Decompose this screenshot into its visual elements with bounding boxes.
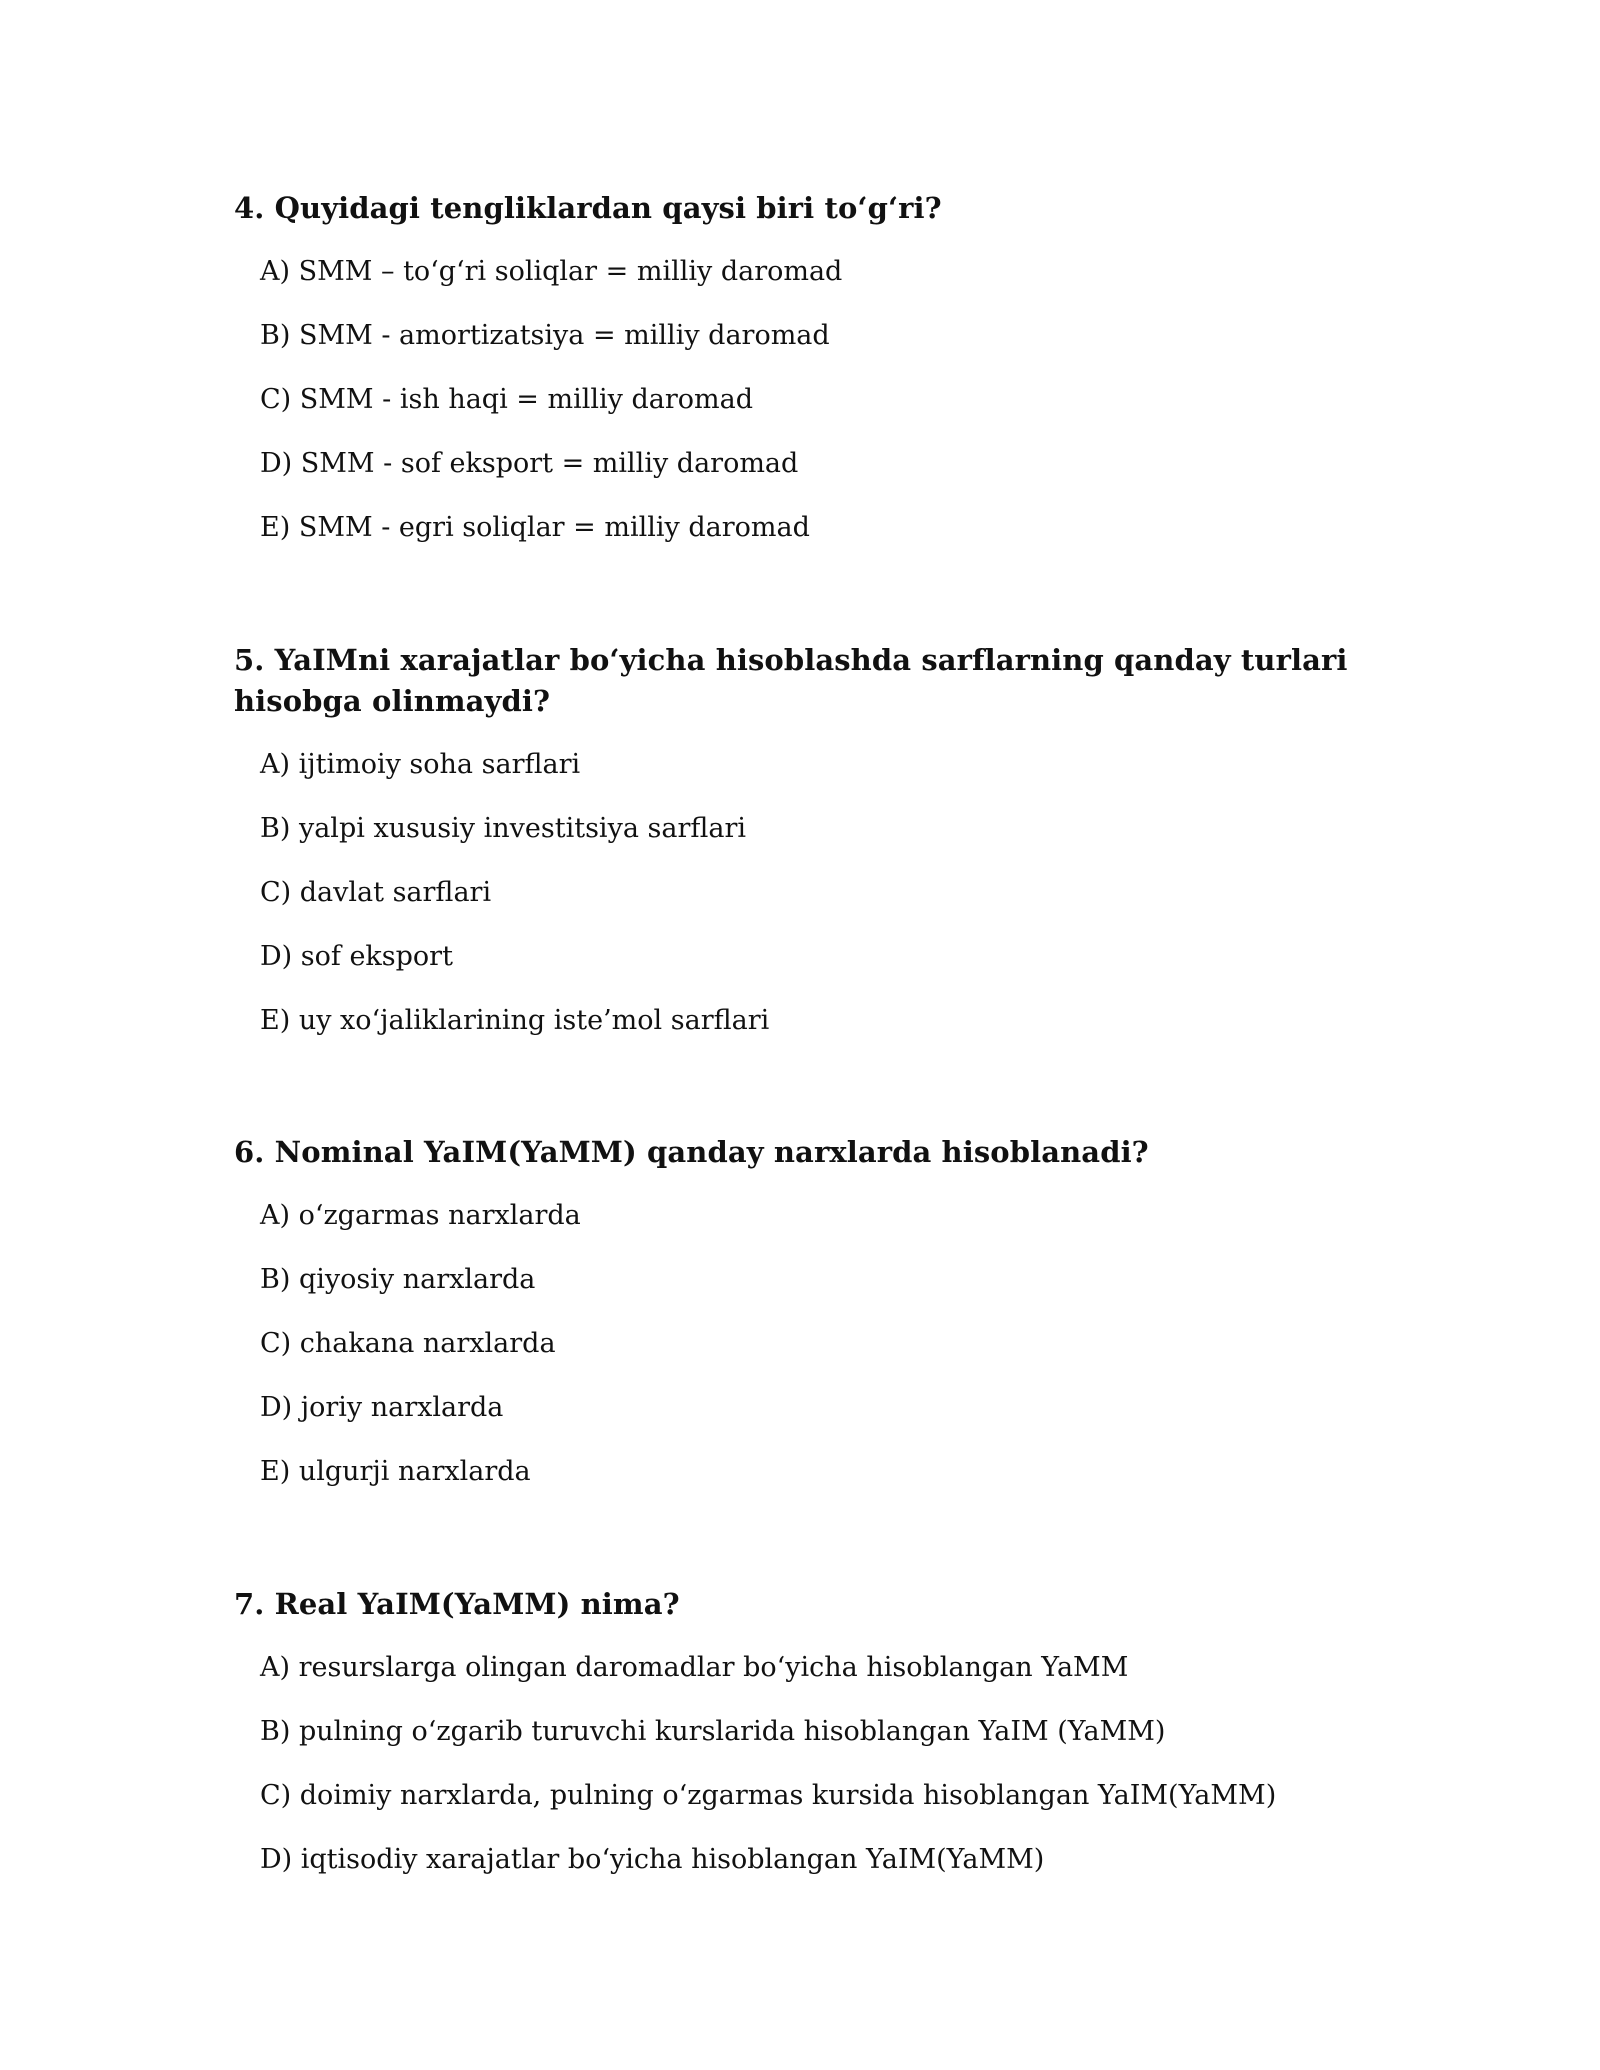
answer-option-c: C) doimiy narxlarda, pulning o‘zgarmas kursida hisoblangan YaIM(YaMM) — [260, 1780, 1277, 1811]
answer-option-e: E) SMM - egri soliqlar = milliy daromad — [260, 512, 810, 543]
question-title: 6. Nominal YaIM(YaMM) qanday narxlarda hisoblanadi? — [234, 1135, 1149, 1169]
answer-option-c: C) davlat sarflari — [260, 877, 492, 908]
answer-options — [234, 252, 1364, 548]
question-5 — [234, 640, 1364, 1065]
answer-option-b: B) qiyosiy narxlarda — [260, 1264, 536, 1295]
answer-option-a: A) SMM – to‘g‘ri soliqlar = milliy daromad — [260, 256, 843, 287]
answer-option-d: D) sof eksport — [260, 941, 453, 972]
question-title: 7. Real YaIM(YaMM) nima? — [234, 1587, 680, 1621]
answer-option-d: D) iqtisodiy xarajatlar bo‘yicha hisoblangan YaIM(YaMM) — [260, 1844, 1045, 1875]
question-4 — [234, 188, 1364, 572]
answer-option-c: C) chakana narxlarda — [260, 1328, 556, 1359]
answer-option-a: A) ijtimoiy soha sarflari — [260, 749, 581, 780]
question-title: 5. YaIMni xarajatlar bo‘yicha hisoblashda sarflarning qanday turlari hisobga olinmaydi? — [234, 643, 1348, 718]
answer-option-e: E) ulgurji narxlarda — [260, 1456, 531, 1487]
question-6 — [234, 1132, 1364, 1516]
question-7 — [234, 1584, 1364, 1904]
answer-option-a: A) o‘zgarmas narxlarda — [260, 1200, 581, 1231]
answer-option-c: C) SMM - ish haqi = milliy daromad — [260, 384, 754, 415]
answer-option-b: B) pulning o‘zgarib turuvchi kurslarida hisoblangan YaIM (YaMM) — [260, 1716, 1166, 1747]
answer-option-b: B) yalpi xususiy investitsiya sarflari — [260, 813, 747, 844]
answer-options — [234, 1648, 1364, 1880]
answer-options — [234, 745, 1364, 1041]
answer-option-b: B) SMM - amortizatsiya = milliy daromad — [260, 320, 830, 351]
answer-option-d: D) joriy narxlarda — [260, 1392, 504, 1423]
answer-options — [234, 1196, 1364, 1492]
answer-option-e: E) uy xo‘jaliklarining iste’mol sarflari — [260, 1005, 770, 1036]
answer-option-a: A) resurslarga olingan daromadlar bo‘yicha hisoblangan YaMM — [260, 1652, 1129, 1683]
answer-option-d: D) SMM - sof eksport = milliy daromad — [260, 448, 799, 479]
question-title: 4. Quyidagi tengliklardan qaysi biri to‘g‘ri? — [234, 191, 942, 225]
